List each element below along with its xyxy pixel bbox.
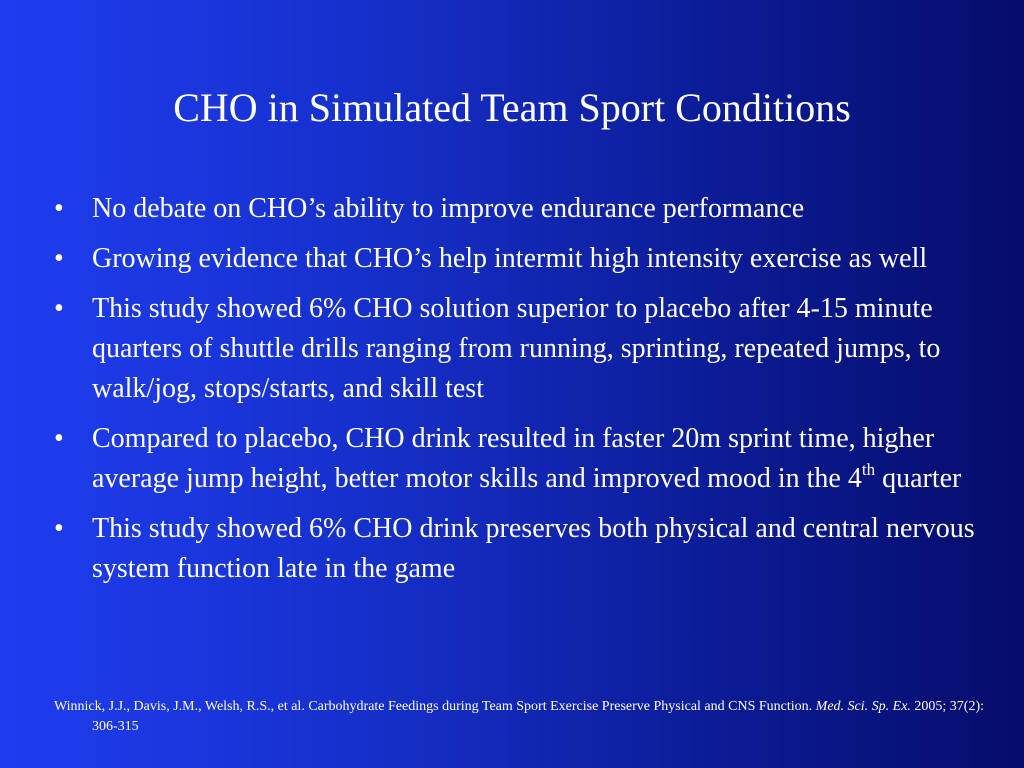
bullet-icon: • bbox=[54, 513, 64, 544]
bullet-item-1 bbox=[54, 189, 994, 229]
slide-title: CHO in Simulated Team Sport Conditions bbox=[173, 85, 851, 130]
bullet-item-4 bbox=[54, 419, 994, 499]
bullet-item-2 bbox=[54, 239, 994, 279]
citation-journal: Med. Sci. Sp. Ex. bbox=[815, 699, 911, 714]
bullet-icon: • bbox=[54, 293, 64, 324]
bullet-text: This study showed 6% CHO solution superior to placebo after 4-15 minute quarters of shuttle drills ranging from running, sprinting, repeated jumps, to walk/jog, stops/starts, and skill test bbox=[92, 293, 941, 404]
bullet-icon: • bbox=[54, 423, 64, 454]
bullet-superscript: th bbox=[861, 460, 876, 479]
bullet-item-5 bbox=[54, 509, 994, 589]
bullet-icon: • bbox=[54, 243, 64, 274]
bullet-text: No debate on CHO’s ability to improve endurance performance bbox=[92, 193, 805, 224]
citation-authors-title: Winnick, J.J., Davis, J.M., Welsh, R.S., et al. Carbohydrate Feedings during Team Sport Exercise Preserve Physical and CNS Function. bbox=[54, 699, 816, 714]
bullet-text-after: quarter bbox=[875, 463, 962, 494]
bullet-text: Growing evidence that CHO’s help intermit high intensity exercise as well bbox=[92, 243, 928, 274]
bullet-icon: • bbox=[54, 193, 64, 224]
bullet-text-before: Compared to placebo, CHO drink resulted in faster 20m sprint time, higher average jump height, better motor skills and improved mood in the 4 bbox=[92, 423, 935, 494]
citation bbox=[54, 697, 1012, 737]
bullet-text: This study showed 6% CHO drink preserves both physical and central nervous system function late in the game bbox=[92, 513, 975, 584]
citation-details: 2005; 37(2): 306-315 bbox=[92, 699, 985, 734]
bullet-item-3 bbox=[54, 289, 994, 409]
bullet-list bbox=[54, 189, 994, 599]
